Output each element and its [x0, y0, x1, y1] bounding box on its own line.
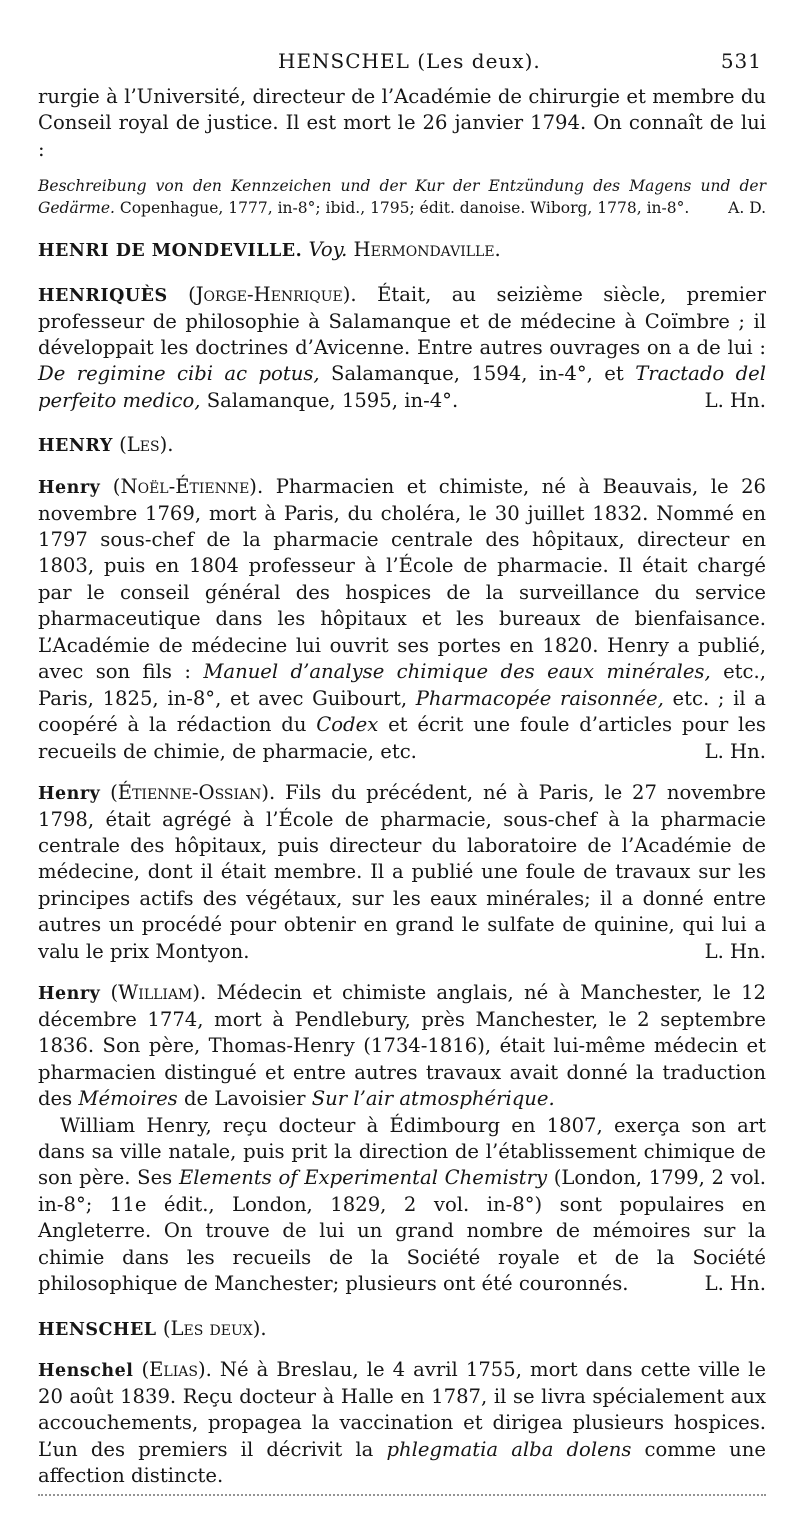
- signature: L. Hn.: [704, 1272, 766, 1296]
- entry-henry-noel-etienne: Henry (Noël-Étienne). Pharmacien et chimiste, né à Beauvais, le 26 novembre 1769, mort à Paris, du choléra, le 30 juillet 1832. Nommé en 1797 sous-chef de la pharmacie centrale des hôpitaux, directeur en 1803, puis en 1804 professeur à l’École de pharmacie. Il était chargé par le conseil général des hospices de la surveillance du service pharmaceutique dans les hôpitaux et les bureaux de bienfaisance. L’Académie de médecine lui ouvrit ses portes en 1820. Henry a publié, avec son fils : Manuel d’analyse chimique des eaux minérales, etc., Paris, 1825, in-8°, et avec Guibourt, Pharmacopée raisonnée, etc. ; il a coopéré à la rédaction du Codex et écrit une foule d’articles pour les recueils de chimie, de pharmacie, etc. L. Hn.: [38, 474, 766, 765]
- entry-heading: Henry: [38, 783, 101, 804]
- page-number: 531: [720, 49, 762, 73]
- entry-heading: HENRIQUÈS: [38, 285, 168, 306]
- entry-henry-les: HENRY (Les).: [38, 433, 174, 457]
- entry-heading: Henry: [38, 477, 101, 498]
- entry-henry-william: Henry (William). Médecin et chimiste anglais, né à Manchester, le 12 décembre 1774, mort à Pendlebury, près Manchester, le 2 septembre 1836. Son père, Thomas-Henry (1734-1816), était lui-même médecin et pharmacien distingué et entre autres travaux avait donné la traduction des Mémoires de Lavoisier Sur l’air atmosphérique.: [38, 981, 767, 1111]
- signature: L. Hn.: [704, 388, 766, 412]
- entry-henschel-elias: Henschel (Elias). Né à Breslau, le 4 avril 1755, mort dans cette ville le 20 août 1839. Reçu docteur à Halle en 1787, il se livra spécialement aux accouchements, propagea la vaccination et dirigea plusieurs hospices. L’un des premiers il décrivit la phlegmatia alba dolens comme une affection distincte.: [38, 1358, 766, 1488]
- entry-heading: Henschel: [38, 1361, 134, 1382]
- signature: A. D.: [728, 199, 766, 218]
- entry-heading: Henry: [38, 984, 101, 1005]
- entry-henry-william-paragraph-2: William Henry, reçu docteur à Édimbourg en 1807, exerça son art dans sa ville natale, puis prit la direction de l’établissement chimique de son père. Ses Elements of Experimental Chemistry (London, 1799, 2 vol. in-8°; 11e édit., London, 1829, 2 vol. in-8°) sont populaires en Angleterre. On trouve de lui un grand nombre de mémoires sur la chimie dans les recueils de la Société royale et de la Société philosophique de Manchester; plusieurs ont été couronnés. L. Hn.: [38, 1113, 766, 1298]
- running-header: [38, 48, 766, 84]
- running-title: HENSCHEL (Les deux).: [278, 49, 541, 73]
- biblio-title: Beschreibung von den Kennzeichen und der Kur der Entzündung des Magens und der Gedärme.: [38, 177, 766, 218]
- dictionary-page: [38, 48, 766, 1490]
- continuation-paragraph: rurgie à l’Université, directeur de l’Académie de chirurgie et membre du Conseil royal de justice. Il est mort le 26 janvier 1794. On connaît de lui :: [38, 85, 766, 161]
- entry-henry-etienne-ossian: Henry (Étienne-Ossian). Fils du précédent, né à Paris, le 27 novembre 1798, était agrégé à l’École de pharmacie, sous-chef à la pharmacie centrale des hôpitaux, puis directeur du laboratoire de l’Académie de médecine, dont il était membre. Il a publié une foule de travaux sur les principes actifs des végétaux, sur les eaux minérales; il a donné entre autres un procédé pour obtenir en grand le sulfate de quinine, qui lui a valu le prix Montyon. L. Hn.: [38, 780, 766, 965]
- entry-heading: HENSCHEL: [38, 1319, 157, 1340]
- bibliography-line: Beschreibung von den Kennzeichen und der Kur der Entzündung des Magens und der Gedärme. Copenhague, 1777, in-8°; ibid., 1795; édit. danoise. Wiborg, 1778, in-8°. A. D.: [38, 177, 766, 218]
- entry-henriques: HENRIQUÈS (Jorge-Henrique). Était, au seizième siècle, premier professeur de philosophie à Salamanque et de médecine à Coïmbre ; il développait les doctrines d’Avicenne. Entre autres ouvrages on a de lui : De regimine cibi ac potus, Salamanque, 1594, in-4°, et Tractado del perfeito medico, Salamanque, 1595, in-4°. L. Hn.: [38, 282, 766, 414]
- entry-henri-de-mondeville: HENRI DE MONDEVILLE. Voy. Hermondaville.: [38, 238, 501, 262]
- signature: L. Hn.: [704, 739, 766, 763]
- cross-reference: Hermondaville.: [353, 238, 501, 262]
- entry-heading: HENRI DE MONDEVILLE.: [38, 241, 303, 262]
- signature: L. Hn.: [704, 939, 766, 963]
- entry-henschel-les-deux: HENSCHEL (Les deux).: [38, 1316, 267, 1340]
- bottom-print-artifact: [38, 1494, 766, 1496]
- entry-heading: HENRY: [38, 436, 113, 457]
